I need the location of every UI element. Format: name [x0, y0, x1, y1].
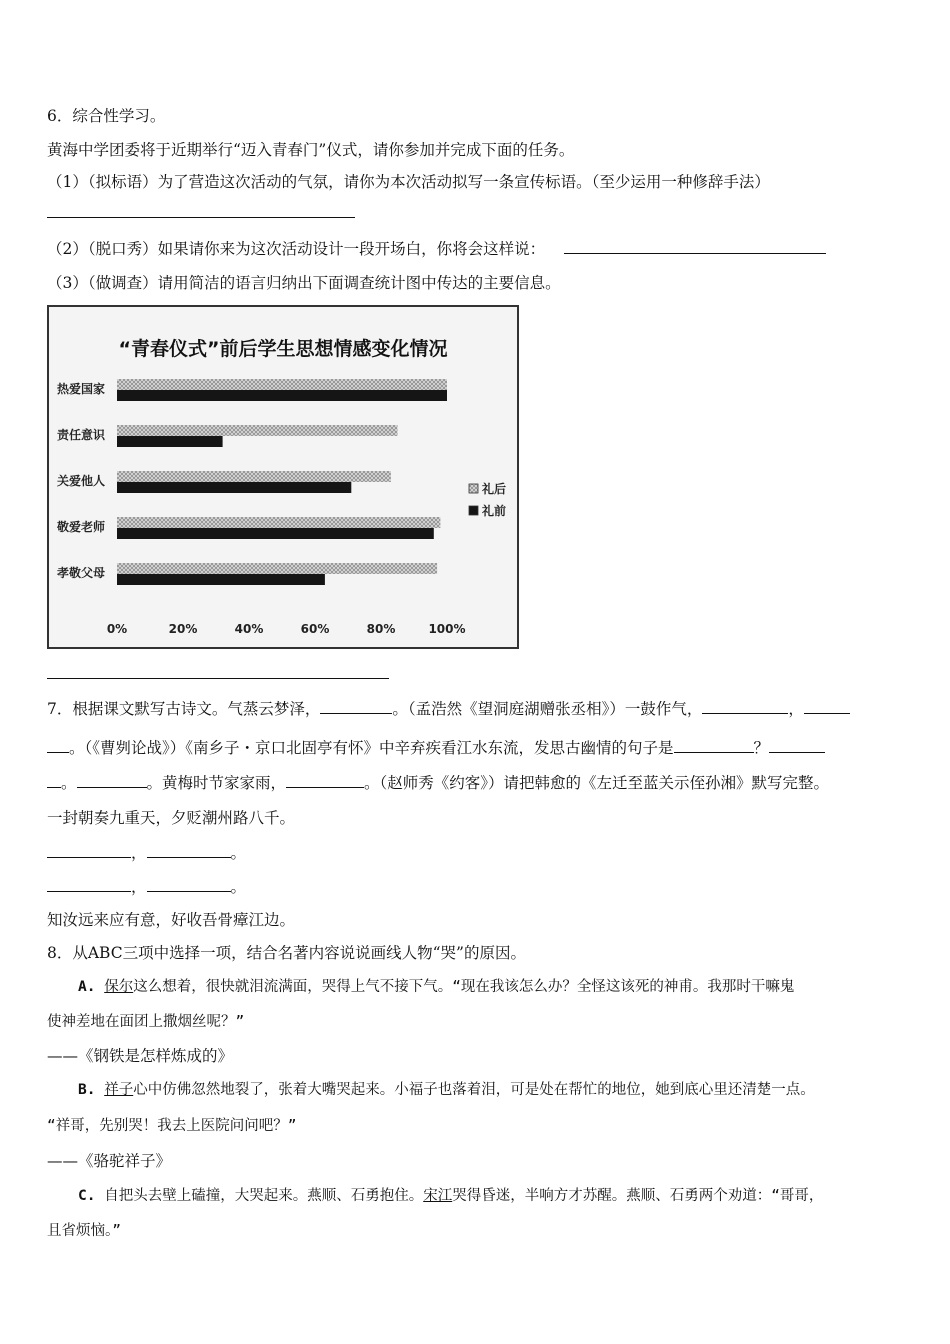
chart-x-tick-label: 100%	[428, 622, 466, 636]
q7-comma-2: ，	[131, 878, 147, 896]
q7-blank-6[interactable]	[77, 773, 147, 788]
q6-task3: （3）（做调查）请用简洁的语言归纳出下面调查统计图中传达的主要信息。	[47, 274, 561, 292]
q8-option-a-text1: 这么想着，很快就泪流满面，哭得上气不接下气。“现在我该怎么办？全怪这该死的神甫。我那时干嘛鬼	[133, 979, 795, 995]
chart-category-label: 敬爱老师	[57, 520, 106, 534]
q7-blank-5-cont[interactable]	[47, 773, 61, 788]
q7-line1	[47, 697, 850, 719]
survey-chart	[47, 305, 519, 649]
q7-line2-text-a: 。（《曹刿论战》）《南乡子・京口北固亭有怀》中辛弃疾看江水东流，发思古幽情的句子是	[69, 739, 674, 757]
chart-category-label: 关爱他人	[57, 474, 106, 488]
q7-period-1: 。	[230, 844, 247, 862]
q7-blank-3-cont[interactable]	[47, 738, 69, 753]
q7-blank-3[interactable]	[804, 699, 850, 714]
chart-x-tick-label: 40%	[234, 622, 264, 636]
q8-option-b-text2: “祥哥，先别哭！我去上医院问问吧？”	[47, 1118, 297, 1134]
q6-task2-answer-blank[interactable]	[564, 239, 826, 254]
q8-option-a-label: A.	[78, 979, 96, 995]
q7-period-2: 。	[230, 878, 247, 896]
q8-option-b-source: ——《骆驼祥子》	[47, 1152, 172, 1170]
chart-x-tick-label: 60%	[300, 622, 330, 636]
q7-blank-7[interactable]	[286, 773, 364, 788]
q7-poem-line1: 一封朝奏九重天，夕贬潮州路八千。	[47, 809, 296, 827]
chart-bar-after	[117, 379, 447, 390]
chart-x-tick-label: 20%	[168, 622, 198, 636]
chart-category-label: 热爱国家	[57, 382, 106, 396]
q6-task1: （1）（拟标语）为了营造这次活动的气氛，请你为本次活动拟写一条宣传标语。（至少运用一种修辞手法）	[47, 173, 770, 191]
q7-blank-8[interactable]	[47, 843, 131, 858]
chart-bar-before	[117, 482, 351, 493]
q8-option-c-text2: 且省烦恼。”	[47, 1223, 121, 1239]
q8-option-c-line1	[78, 1184, 823, 1205]
q6-task2: （2）（脱口秀）如果请你来为这次活动设计一段开场白，你将会这样说：	[47, 240, 546, 258]
q8-option-a-text2: 使神差地在面团上撒烟丝呢？”	[47, 1014, 245, 1030]
q7-line2-text-b: ？	[753, 739, 770, 757]
q6-task1-answer-blank[interactable]	[47, 217, 355, 218]
q7-line1-text-c: ，	[788, 700, 804, 718]
q8-option-c-text1b: 哭得昏迷，半响方才苏醒。燕顺、石勇两个劝道：“哥哥，	[452, 1188, 824, 1204]
q8-option-c-label: C.	[78, 1188, 96, 1204]
q7-blank-4[interactable]	[674, 738, 754, 753]
chart-bar-before	[117, 528, 434, 539]
chart-x-tick-label: 80%	[366, 622, 396, 636]
q7-line1-text-a: 7．根据课文默写古诗文。气蒸云梦泽，	[47, 700, 321, 718]
q8-option-b-label: B.	[78, 1082, 96, 1098]
chart-legend-label: 礼后	[482, 482, 507, 496]
q8-option-c-name: 宋江	[423, 1188, 453, 1204]
q8-option-c-text1a: 自把头去壁上磕撞，大哭起来。燕顺、石勇抱住。	[104, 1188, 424, 1204]
chart-bar-after	[117, 425, 398, 436]
chart-bar-after	[117, 471, 391, 482]
q7-line3-text-b: 。黄梅时节家家雨，	[146, 774, 287, 792]
q8-option-a-source: ——《钢铁是怎样炼成的》	[47, 1047, 234, 1065]
q7-blank-11[interactable]	[147, 877, 231, 892]
q6-task3-answer-blank[interactable]	[47, 678, 389, 679]
q7-blank-5[interactable]	[769, 738, 825, 753]
chart-title: “青春仪式”前后学生思想情感变化情况	[118, 338, 448, 360]
q8-option-a-line1	[78, 975, 794, 996]
q7-line3-text-a: 。	[61, 774, 77, 792]
q7-blank-10[interactable]	[47, 877, 131, 892]
q8-option-b-text1: 心中仿佛忽然地裂了，张着大嘴哭起来。小福子也落着泪，可是处在帮忙的地位，她到底心里还清楚一点。	[133, 1082, 815, 1098]
q7-blank-9[interactable]	[147, 843, 231, 858]
q8-option-b-name: 祥子	[104, 1082, 134, 1098]
q6-task2-row	[47, 237, 826, 259]
chart-x-tick-label: 0%	[106, 622, 128, 636]
chart-category-label: 孝敬父母	[57, 566, 106, 580]
q6-intro: 黄海中学团委将于近期举行“迈入青春门”仪式，请你参加并完成下面的任务。	[47, 141, 575, 159]
chart-bar-before	[117, 390, 447, 401]
q7-poem-line3	[47, 875, 246, 897]
chart-bar-before	[117, 436, 223, 447]
chart-category-label: 责任意识	[57, 428, 106, 442]
q6-title: 6．综合性学习。	[47, 107, 166, 125]
survey-chart-svg	[49, 307, 517, 647]
q8-title: 8．从ABC三项中选择一项，结合名著内容说说画线人物“哭”的原因。	[47, 944, 526, 962]
chart-legend-swatch	[469, 506, 478, 515]
q8-option-a-name: 保尔	[104, 979, 134, 995]
q7-line3	[47, 771, 829, 793]
q7-blank-1[interactable]	[320, 699, 392, 714]
q7-poem-last: 知汝远来应有意，好收吾骨瘴江边。	[47, 911, 296, 929]
q7-blank-2[interactable]	[702, 699, 788, 714]
chart-legend-label: 礼前	[482, 504, 507, 518]
chart-bar-after	[117, 563, 437, 574]
chart-bar-before	[117, 574, 325, 585]
q7-line1-text-b: 。（孟浩然《望洞庭湖赠张丞相》）一鼓作气，	[392, 700, 703, 718]
q7-line2	[47, 736, 825, 758]
q7-line3-text-c: 。（赵师秀《约客》）请把韩愈的《左迁至蓝关示侄孙湘》默写完整。	[364, 774, 830, 792]
q7-comma-1: ，	[131, 844, 147, 862]
q7-poem-line2	[47, 841, 246, 863]
q8-option-b-line1	[78, 1078, 815, 1099]
chart-bar-after	[117, 517, 440, 528]
chart-legend-swatch	[469, 484, 478, 493]
